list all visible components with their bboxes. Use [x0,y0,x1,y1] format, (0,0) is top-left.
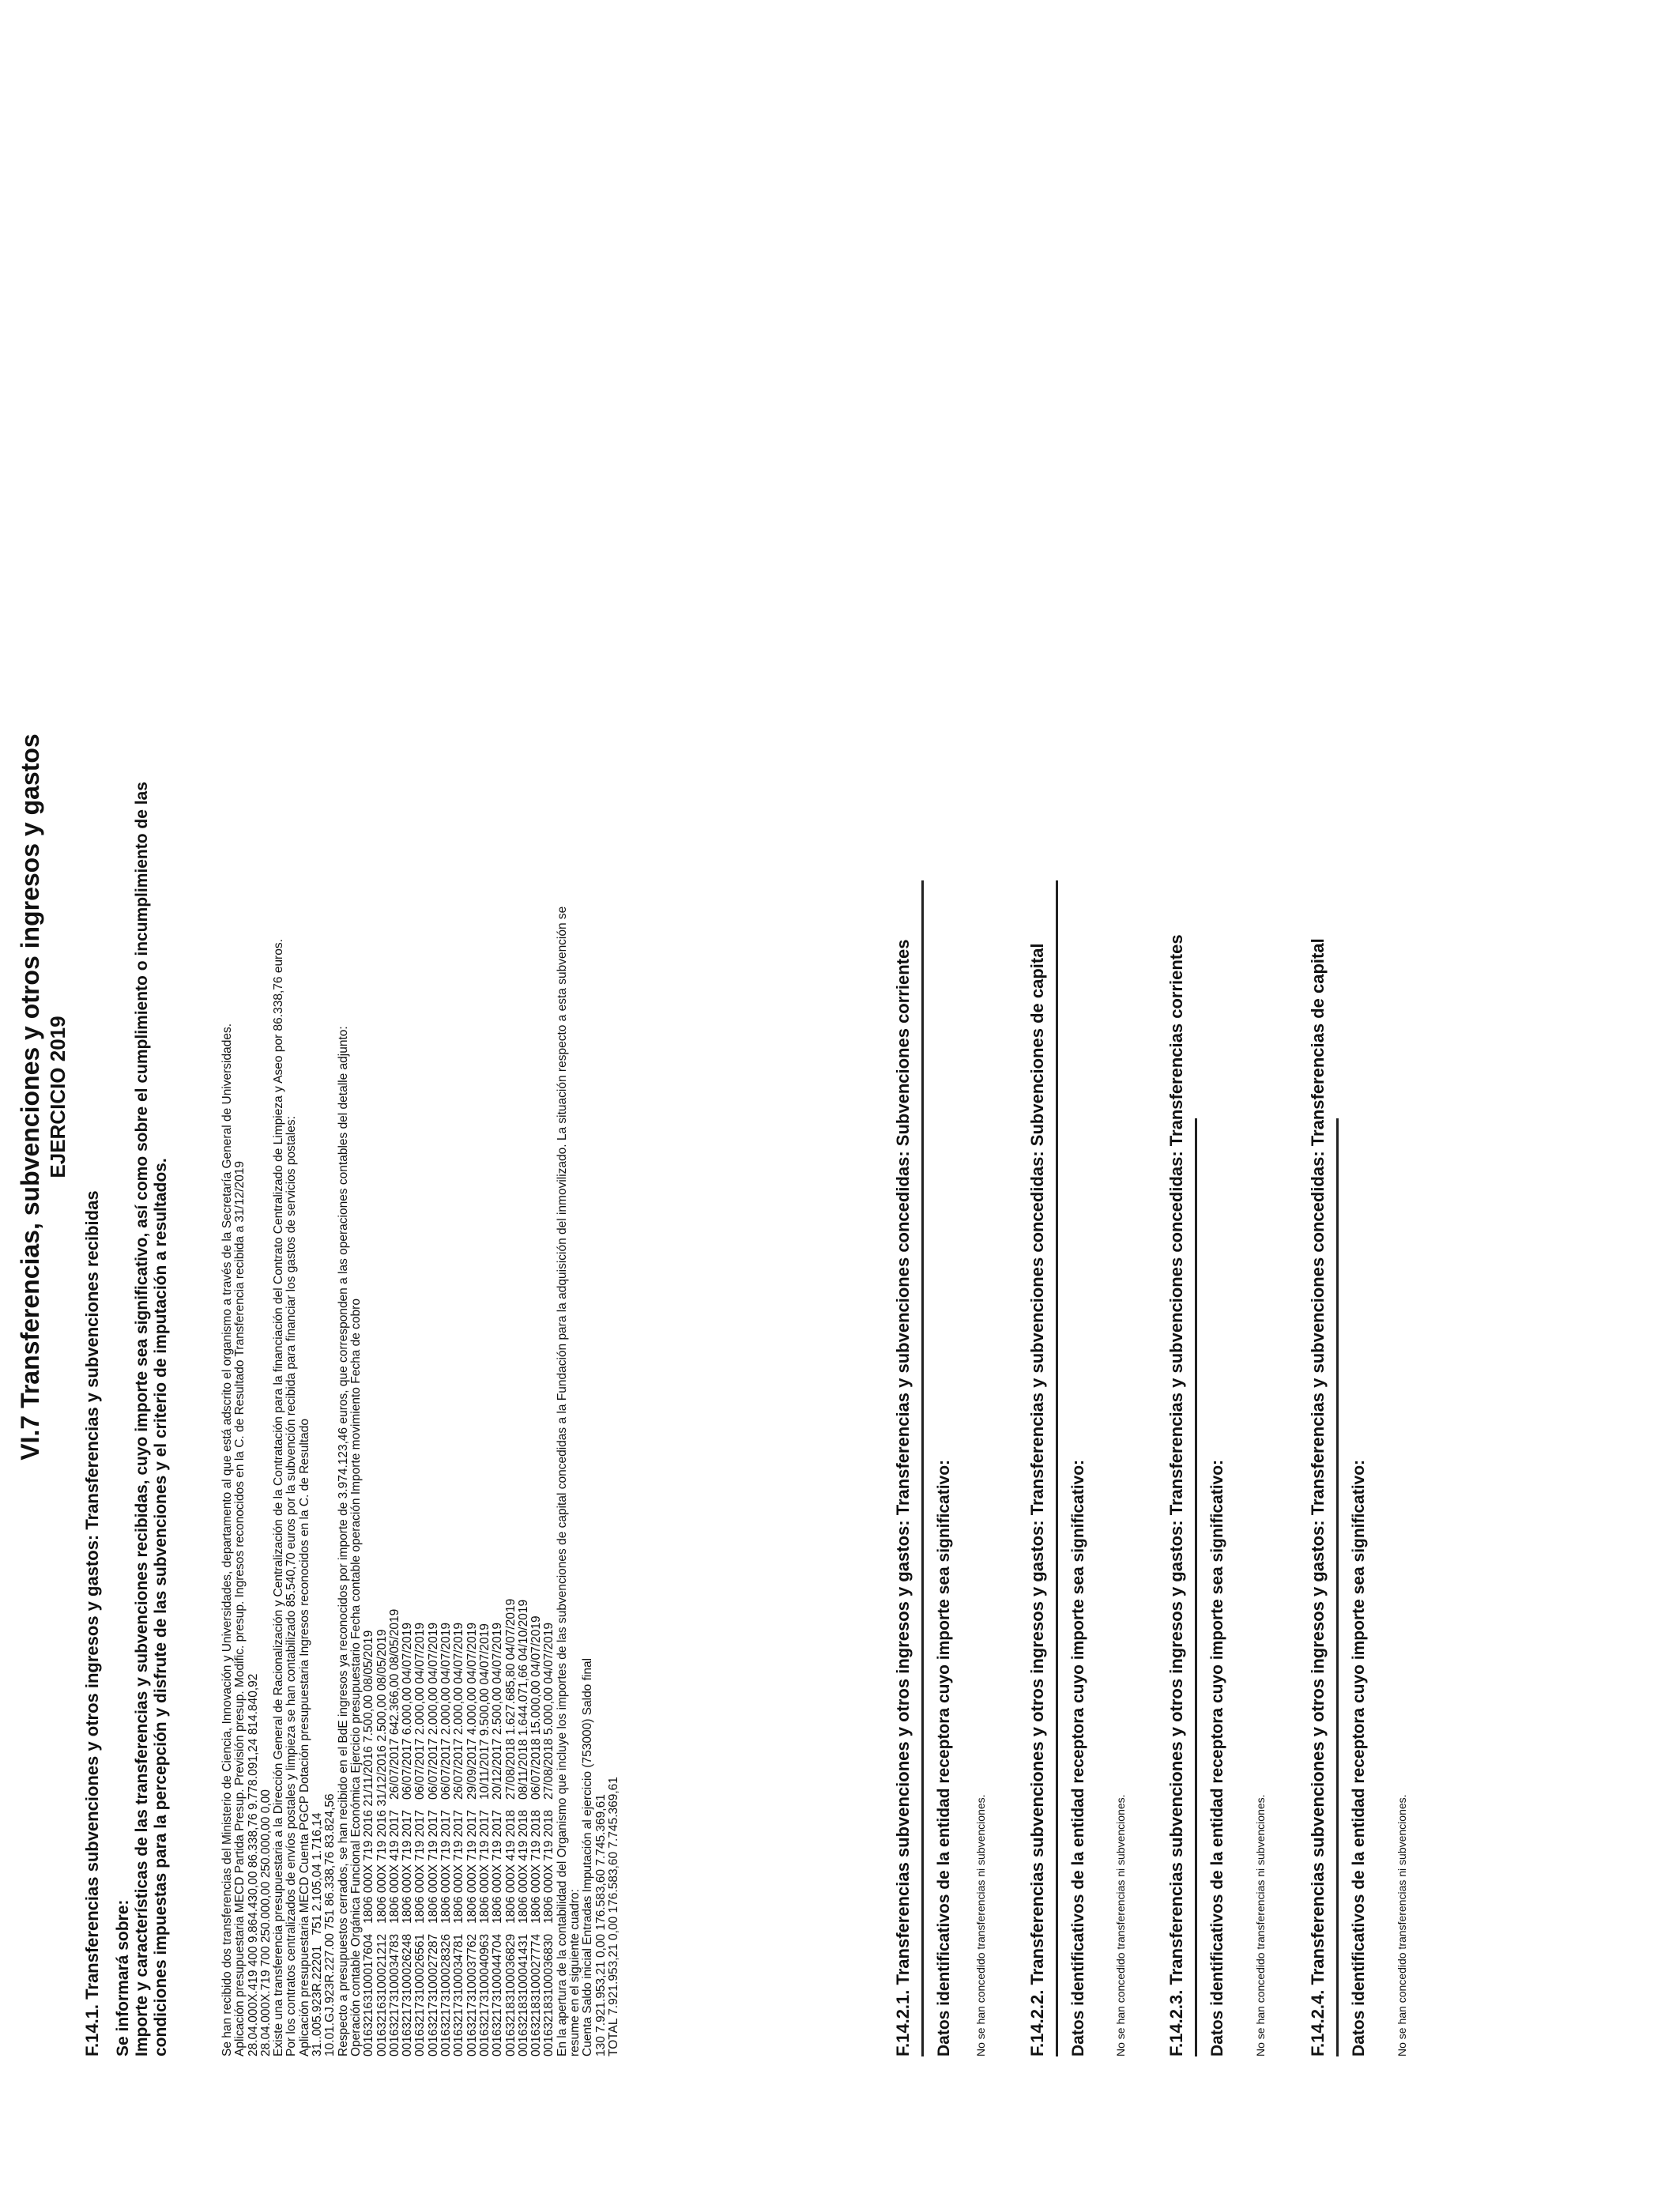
body-line: 28.04.000X.719 700 250.000,00 250.000,00 0,00 [258,1789,273,2056]
section-heading-f1422: F.14.2.2. Transferencias subvenciones y otros ingresos y gastos: Transferencias y subvenciones concedidas: Subvenciones de capital [1027,943,1047,2056]
body-line: 31..005.923R.22201 751 2.105,04 1.716,14 [311,1812,325,2056]
section-rule [1056,880,1058,2056]
datos-label: Datos identificativos de la entidad receptora cuyo importe sea significativo: [935,1459,953,2056]
body-line: 001632173100034781 1806 000X 719 2017 26/07/2017 2.000,00 04/07/2019 [452,1622,466,2056]
body-line: 001632173100037762 1806 000X 719 2017 29/09/2017 4.000,00 04/07/2019 [465,1622,479,2056]
body-line: 001632173100044704 1806 000X 719 2017 20/12/2017 2.500,00 04/07/2019 [491,1622,505,2056]
body-line: 001632173100028326 1806 000X 719 2017 06/07/2017 2.000,00 04/07/2019 [439,1622,454,2056]
body-line: Por los contratos centralizados de envíos postales y limpieza se han contabilizado 85.540,70 euros por la subvención recibida para financiar los gastos de servicios postales: [284,1116,299,2056]
body-line: 001632173100026561 1806 000X 719 2017 06/07/2017 2.000,00 04/07/2019 [413,1622,428,2056]
body-line: 001632163100017604 1806 000X 719 2016 21/11/2016 7.500,00 08/05/2019 [362,1630,376,2056]
datos-label: Datos identificativos de la entidad receptora cuyo importe sea significativo: [1350,1459,1368,2056]
section-heading-f1424: F.14.2.4. Transferencias subvenciones y otros ingresos y gastos: Transferencias y subvenciones concedidas: Transferencias de capital [1308,938,1328,2056]
no-subvenciones-note: No se han concedido transferencias ni subvenciones. [974,1794,987,2056]
body-line: 130 7.921.953,21 0,00 176.583,60 7.745.369,61 [593,1794,608,2056]
body-line: Respecto a presupuestos cerrados, se han recibido en el BdE ingresos ya reconocidos por importe de 3.974.123,46 euros, que corresponden a las operaciones contables del detalle adjunto: [336,1026,350,2056]
no-subvenciones-note: No se han concedido transferencias ni subvenciones. [1254,1794,1267,2056]
no-subvenciones-note: No se han concedido transferencias ni subvenciones. [1114,1794,1127,2056]
importe-text-line-2: condiciones impuestas para la percepción y disfrute de las subvenciones y el criterio de imputación a resultados. [152,1158,170,2056]
body-line: 001632163100021212 1806 000X 719 2016 31/12/2016 2.500,00 08/05/2019 [375,1629,389,2056]
body-line: 28.04.000X.419 400 9.864.430,00 86.338,76 9.778.091,24 814.840,92 [246,1673,260,2056]
importe-text-line-1: Importe y características de las transferencias y subvenciones recibidas, cuyo importe sea significativo, así como sobre el cumplimiento o incumplimiento de las [133,782,151,2056]
page-title: VI.7 Transferencias, subvenciones y otros ingresos y gastos [16,733,44,1461]
body-line: 10.01.GJ.923R.227.00 751 86.338,76 83.824,56 [323,1793,337,2056]
body-line: Cuenta Saldo inicial Entradas Imputación al ejercicio (753000) Saldo final [581,1657,595,2056]
section-heading-f1421: F.14.2.1. Transferencias subvenciones y otros ingresos y gastos: Transferencias y subvenciones concedidas: Subvenciones corrientes [893,939,913,2056]
no-subvenciones-note: No se han concedido transferencias ni subvenciones. [1396,1794,1408,2056]
body-line: 001632183100036830 1806 000X 719 2018 27/08/2018 5.000,00 04/07/2019 [542,1622,556,2056]
body-line: 001632183100036829 1806 000X 419 2018 27/08/2018 1.627.685,80 04/07/2019 [503,1598,518,2056]
body-line: En la apertura de la contabilidad del Organismo que incluye los importes de las subvenciones de capital concedidas a la Fundación para la adquisición del inmovilizado. La situación respecto a esta subvención se [555,906,569,2056]
body-line: 001632173100027287 1806 000X 719 2017 06/07/2017 2.000,00 04/07/2019 [426,1622,440,2056]
page-subtitle: EJERCICIO 2019 [46,1016,70,1178]
f141-body-text [221,907,620,2056]
body-line: 001632173100040963 1806 000X 719 2017 10/11/2017 9.500,00 04/07/2019 [477,1623,492,2056]
section-heading-f1423: F.14.2.3. Transferencias subvenciones y otros ingresos y gastos: Transferencias y subvenciones concedidas: Transferencias corrientes [1166,934,1186,2056]
body-line: 001632173100026248 1806 000X 719 2017 06/07/2017 6.000,00 04/07/2019 [401,1622,415,2056]
body-line: 001632173100034783 1806 000X 419 2017 26/07/2017 642.366,00 08/05/2019 [387,1608,401,2056]
section-rule [1336,1118,1339,2056]
body-line: Aplicación presupuestaria MECD Partida Presup. Previsión presup. Modific. presup. Ingresos reconocidos en la C. de Resultado Transferencia recibida a 31/12/2019 [233,1161,247,2056]
body-line: Operación contable Orgánica Funcional Económica Ejercicio presupuestario Fecha contable operación Importe movimiento Fecha de cobro [348,1299,363,2056]
body-line: TOTAL 7.921.953,21 0,00 176.583,60 7.745.369,61 [606,1777,620,2056]
datos-label: Datos identificativos de la entidad receptora cuyo importe sea significativo: [1208,1459,1226,2056]
section-rule [921,880,924,2056]
body-line: 001632183100027774 1806 000X 719 2018 06/07/2018 15.000,00 04/07/2019 [529,1615,544,2056]
informara-label: Se informará sobre: [114,1899,132,2056]
datos-label: Datos identificativos de la entidad receptora cuyo importe sea significativo: [1069,1459,1087,2056]
section-rule [1195,1118,1197,2056]
body-line: resume en el siguiente cuadro: [568,1889,582,2056]
body-line: Existe una transferencia presupuestaria a la Dirección General de Racionalización y Centralización de la Contratación para la financiación del Contrato Centralizado de Limpieza y Aseo por 86.338,76 euros. [272,939,286,2056]
body-line: 001632183100041431 1806 000X 419 2018 08/11/2018 1.644.071,66 04/10/2019 [516,1599,530,2056]
body-line: Se han recibido dos transferencias del Ministerio de Ciencia, Innovación y Universidades, departamento al que está adscrito el organismo a través de la Secretaría General de Universidades. [220,1023,234,2056]
body-line: Aplicación presupuestaria MECD Cuenta PGCP Dotación presupuestaria Ingresos reconocidos en la C. de Resultado [297,1418,311,2056]
section-heading-f141: F.14.1. Transferencias subvenciones y otros ingresos y gastos: Transferencias y subvenciones recibidas [82,1190,102,2056]
